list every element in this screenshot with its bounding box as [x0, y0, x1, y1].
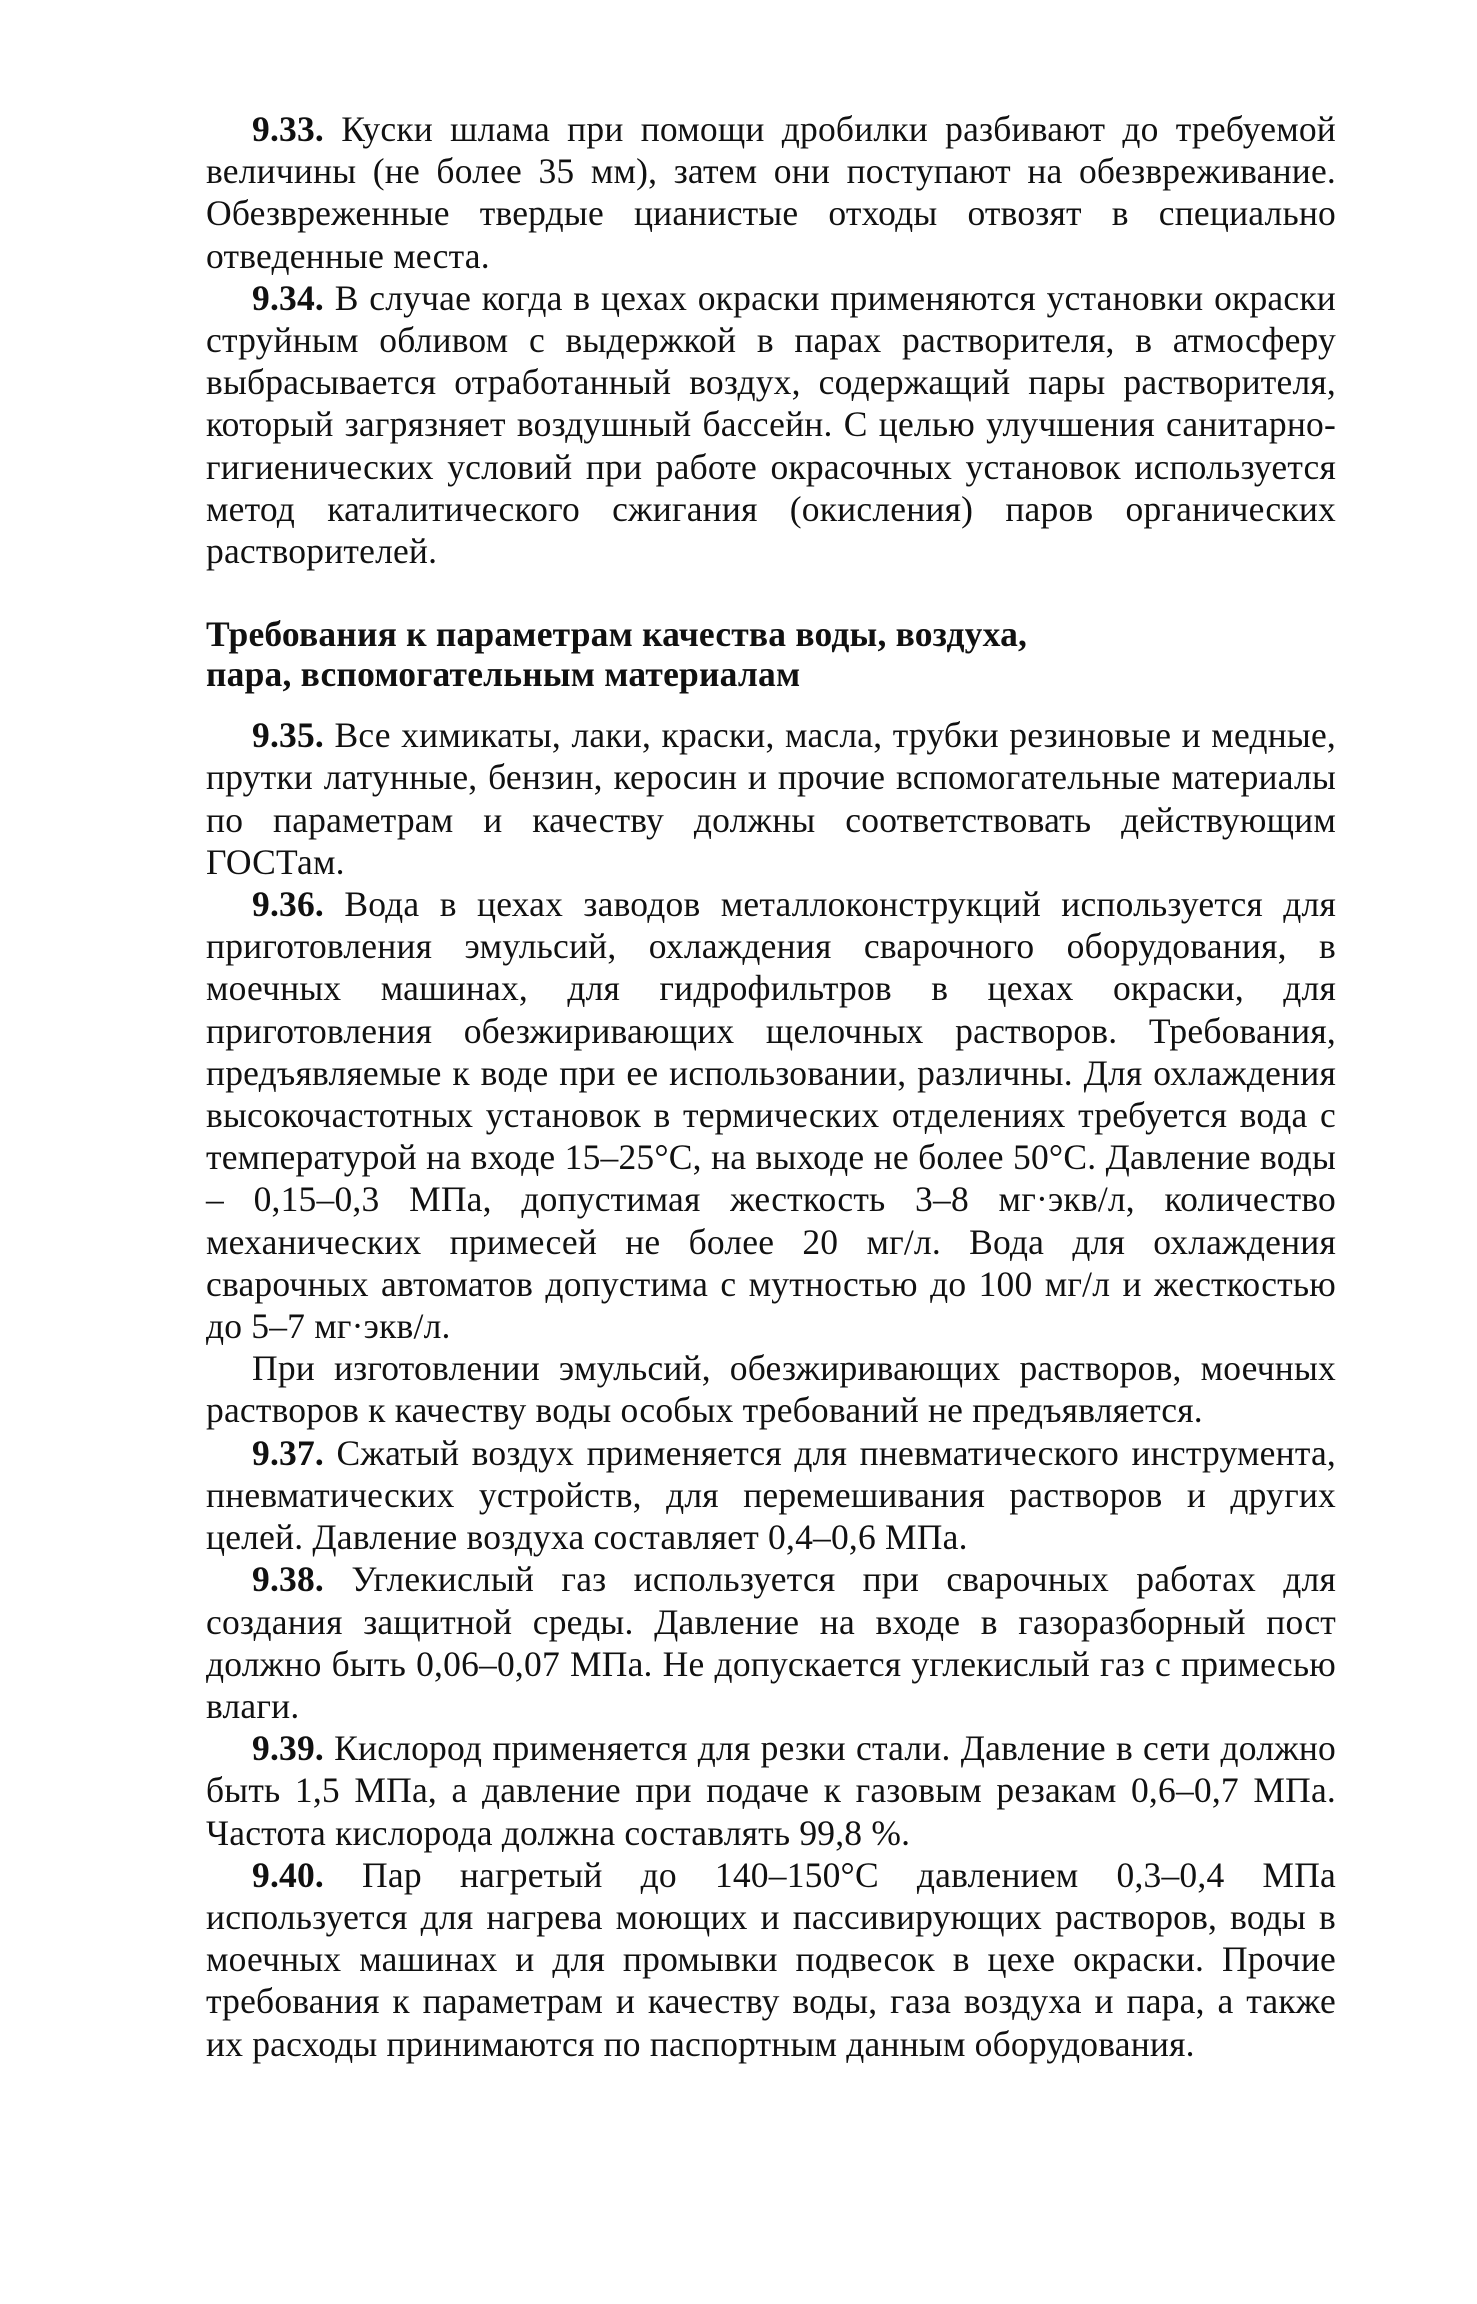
- paragraph-water-note: [206, 1347, 1336, 1431]
- paragraph-text: В случае когда в цехах окраски применяются установки окраски струйным обливом с выдержкой в парах растворителя, в атмосферу выбрасывается отработанный воздух, содержащий пары растворителя, который загрязняет воздушный бассейн. С целью улучшения санитарно-гигиенических условий при работе окрасочных установок используется метод каталитического сжигания (окисления) паров органических растворителей.: [206, 277, 1336, 572]
- paragraph-number: 9.37.: [252, 1432, 324, 1473]
- paragraph-text: Сжатый воздух применяется для пневматического инструмента, пневматических устройств, для перемешивания растворов и других целей. Давление воздуха составляет 0,4–0,6 МПа.: [206, 1432, 1336, 1558]
- heading-line-2: пара, вспомогательным материалам: [206, 654, 801, 695]
- paragraph-number: 9.40.: [252, 1854, 324, 1895]
- section-heading-text: [206, 614, 1336, 694]
- document-page: [206, 108, 1336, 2065]
- paragraph-9-39: [206, 1727, 1336, 1854]
- paragraph-9-36: [206, 883, 1336, 1347]
- section-spacer: [206, 572, 1336, 614]
- paragraph-number: 9.35.: [252, 715, 324, 756]
- paragraph-number: 9.38.: [252, 1559, 324, 1600]
- paragraph-text: Кислород применяется для резки стали. Давление в сети должно быть 1,5 МПа, а давление при подаче к газовым резакам 0,6–0,7 МПа. Частота кислорода должна составлять 99,8 %.: [206, 1728, 1336, 1853]
- paragraph-text: Вода в цехах заводов металлоконструкций используется для приготовления эмульсий, охлаждения сварочного оборудования, в моечных машинах, для гидрофильтров в цехах окраски, для приготовления обезжиривающих щелочных растворов. Требования, предъявляемые к воде при ее использовании, различны. Для охлаждения высокочастотных установок в термических отделениях требуется вода с температурой на входе 15–25°С, на выходе не более 50°С. Давление воды – 0,15–0,3 МПа, допустимая жесткость 3–8 мг·экв/л, количество механических примесей не более 20 мг/л. Вода для охлаждения сварочных автоматов допустима с мутностью до 100 мг/л и жесткостью до 5–7 мг·экв/л.: [206, 884, 1336, 1347]
- paragraph-9-37: [206, 1432, 1336, 1559]
- paragraph-9-34: [206, 277, 1336, 572]
- paragraph-text: Углекислый газ используется при сварочных работах для создания защитной среды. Давление на входе в газоразборный пост должно быть 0,06–0,07 МПа. Не допускается углекислый газ с примесью влаги.: [206, 1559, 1336, 1726]
- section-heading: [206, 614, 1336, 694]
- paragraph-9-33: [206, 108, 1336, 277]
- paragraph-9-38: [206, 1558, 1336, 1727]
- paragraph-9-35: [206, 714, 1336, 883]
- paragraph-text: Все химикаты, лаки, краски, масла, трубки резиновые и медные, прутки латунные, бензин, керосин и прочие вспомогательные материалы по параметрам и качеству должны соответствовать действующим ГОСТам.: [206, 715, 1337, 882]
- paragraph-number: 9.39.: [252, 1728, 324, 1769]
- paragraph-text: Куски шлама при помощи дробилки разбивают до требуемой величины (не более 35 мм), затем они поступают на обезвреживание. Обезвреженные твердые цианистые отходы отвозят в специально отведенные места.: [206, 109, 1337, 276]
- paragraph-number: 9.36.: [252, 884, 324, 925]
- paragraph-text: При изготовлении эмульсий, обезжиривающих растворов, моечных растворов к качеству воды особых требований не предъявляется.: [206, 1348, 1336, 1431]
- paragraph-number: 9.33.: [252, 109, 324, 149]
- paragraph-number: 9.34.: [252, 277, 324, 318]
- heading-line-1: Требования к параметрам качества воды, воздуха,: [206, 614, 1028, 655]
- paragraph-9-40: [206, 1854, 1336, 2065]
- paragraph-text: Пар нагретый до 140–150°С давлением 0,3–0,4 МПа используется для нагрева моющих и пассивирующих растворов, воды в моечных машинах и для промывки подвесок в цехе окраски. Прочие требования к параметрам и качеству воды, газа воздуха и пара, а также их расходы принимаются по паспортным данным оборудования.: [206, 1854, 1336, 2064]
